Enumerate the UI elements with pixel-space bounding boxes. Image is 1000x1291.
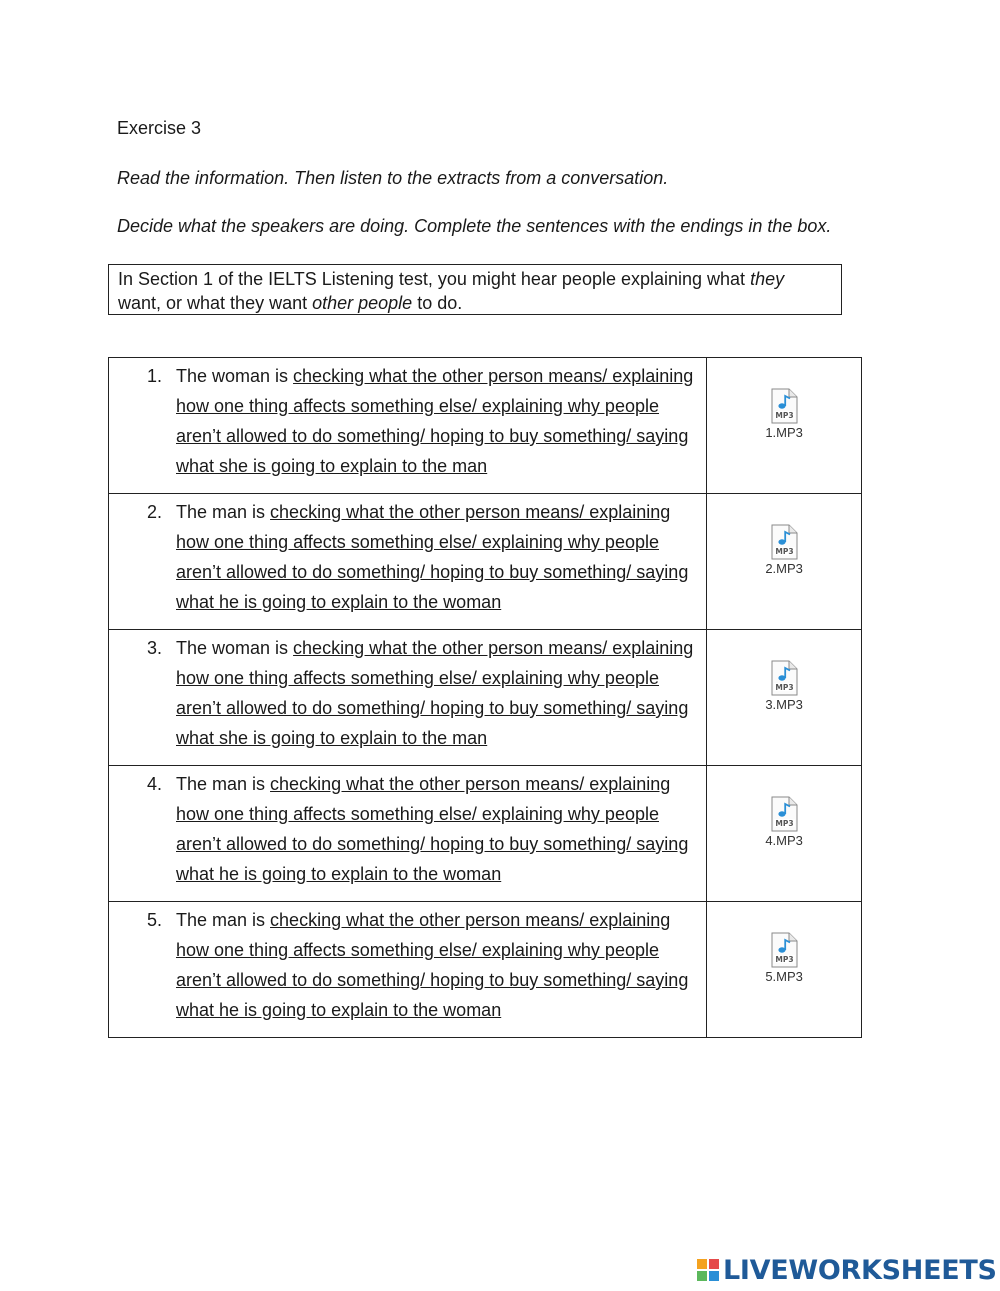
audio-file[interactable] [707, 388, 861, 440]
question-row [109, 630, 862, 766]
audio-cell [707, 358, 862, 494]
question-subject: The man is [176, 910, 271, 930]
mp3-file-icon[interactable] [769, 932, 799, 968]
question-subject: The woman is [176, 366, 294, 386]
audio-filename[interactable]: 1.MP3 [765, 425, 803, 440]
audio-file[interactable] [707, 524, 861, 576]
question-text [176, 497, 704, 617]
question-cell [109, 766, 707, 902]
question-number: 2. [147, 502, 163, 522]
question-cell [109, 630, 707, 766]
question-cell [109, 902, 707, 1038]
icon-label: MP3 [775, 547, 794, 556]
question-row [109, 494, 862, 630]
question-text [176, 361, 704, 481]
audio-cell [707, 766, 862, 902]
logo-blocks-icon [697, 1259, 719, 1281]
question-subject: The man is [176, 774, 271, 794]
icon-label: MP3 [775, 411, 794, 420]
question-cell [109, 494, 707, 630]
question-cell [109, 358, 707, 494]
question-number: 3. [147, 638, 163, 658]
audio-filename[interactable]: 5.MP3 [765, 969, 803, 984]
questions-table [108, 357, 862, 1038]
question-subject: The man is [176, 502, 271, 522]
question-row [109, 358, 862, 494]
audio-cell [707, 630, 862, 766]
info-emphasis-they: they [750, 269, 785, 289]
question-row [109, 902, 862, 1038]
instruction-decide: Decide what the speakers are doing. Complete the sentences with the endings in the box. [117, 216, 832, 236]
question-text [176, 769, 704, 889]
liveworksheets-logo [697, 1253, 997, 1287]
audio-filename[interactable]: 2.MP3 [765, 561, 803, 576]
audio-cell [707, 902, 862, 1038]
question-number: 1. [147, 366, 163, 386]
info-box [108, 264, 842, 315]
question-text [176, 633, 704, 753]
answer-options[interactable]: checking what the other person means/ explaining how one thing affects something else/ explaining why people aren’t allowed to do something/ hoping to buy something/ saying what she is going to explain to the man [176, 638, 694, 748]
mp3-file-icon[interactable] [769, 524, 799, 560]
audio-filename[interactable]: 4.MP3 [765, 833, 803, 848]
question-number: 5. [147, 910, 163, 930]
question-number: 4. [147, 774, 163, 794]
icon-label: MP3 [775, 955, 794, 964]
icon-label: MP3 [775, 819, 794, 828]
info-emphasis-other-people: other people [312, 293, 413, 313]
question-row [109, 766, 862, 902]
answer-options[interactable]: checking what the other person means/ explaining how one thing affects something else/ explaining why people aren’t allowed to do something/ hoping to buy something/ saying what he is going to explain to the woman [176, 774, 689, 884]
instruction-read: Read the information. Then listen to the extracts from a conversation. [117, 168, 669, 188]
audio-filename[interactable]: 3.MP3 [765, 697, 803, 712]
icon-label: MP3 [775, 683, 794, 692]
question-subject: The woman is [176, 638, 294, 658]
info-text-3: to do. [412, 293, 463, 313]
audio-file[interactable] [707, 796, 861, 848]
answer-options[interactable]: checking what the other person means/ explaining how one thing affects something else/ explaining why people aren’t allowed to do something/ hoping to buy something/ saying what she is going to explain to the man [176, 366, 694, 476]
mp3-file-icon[interactable] [769, 388, 799, 424]
brand-name: LIVEWORKSHEETS [723, 1254, 997, 1286]
audio-file[interactable] [707, 932, 861, 984]
question-text [176, 905, 704, 1025]
audio-file[interactable] [707, 660, 861, 712]
exercise-title: Exercise 3 [117, 118, 202, 138]
info-text-1: In Section 1 of the IELTS Listening test, you might hear people explaining what [118, 269, 751, 289]
mp3-file-icon[interactable] [769, 660, 799, 696]
mp3-file-icon[interactable] [769, 796, 799, 832]
answer-options[interactable]: checking what the other person means/ explaining how one thing affects something else/ explaining why people aren’t allowed to do something/ hoping to buy something/ saying what he is going to explain to the woman [176, 502, 689, 612]
info-text-2: want, or what they want [118, 293, 313, 313]
answer-options[interactable]: checking what the other person means/ explaining how one thing affects something else/ explaining why people aren’t allowed to do something/ hoping to buy something/ saying what he is going to explain to the woman [176, 910, 689, 1020]
audio-cell [707, 494, 862, 630]
